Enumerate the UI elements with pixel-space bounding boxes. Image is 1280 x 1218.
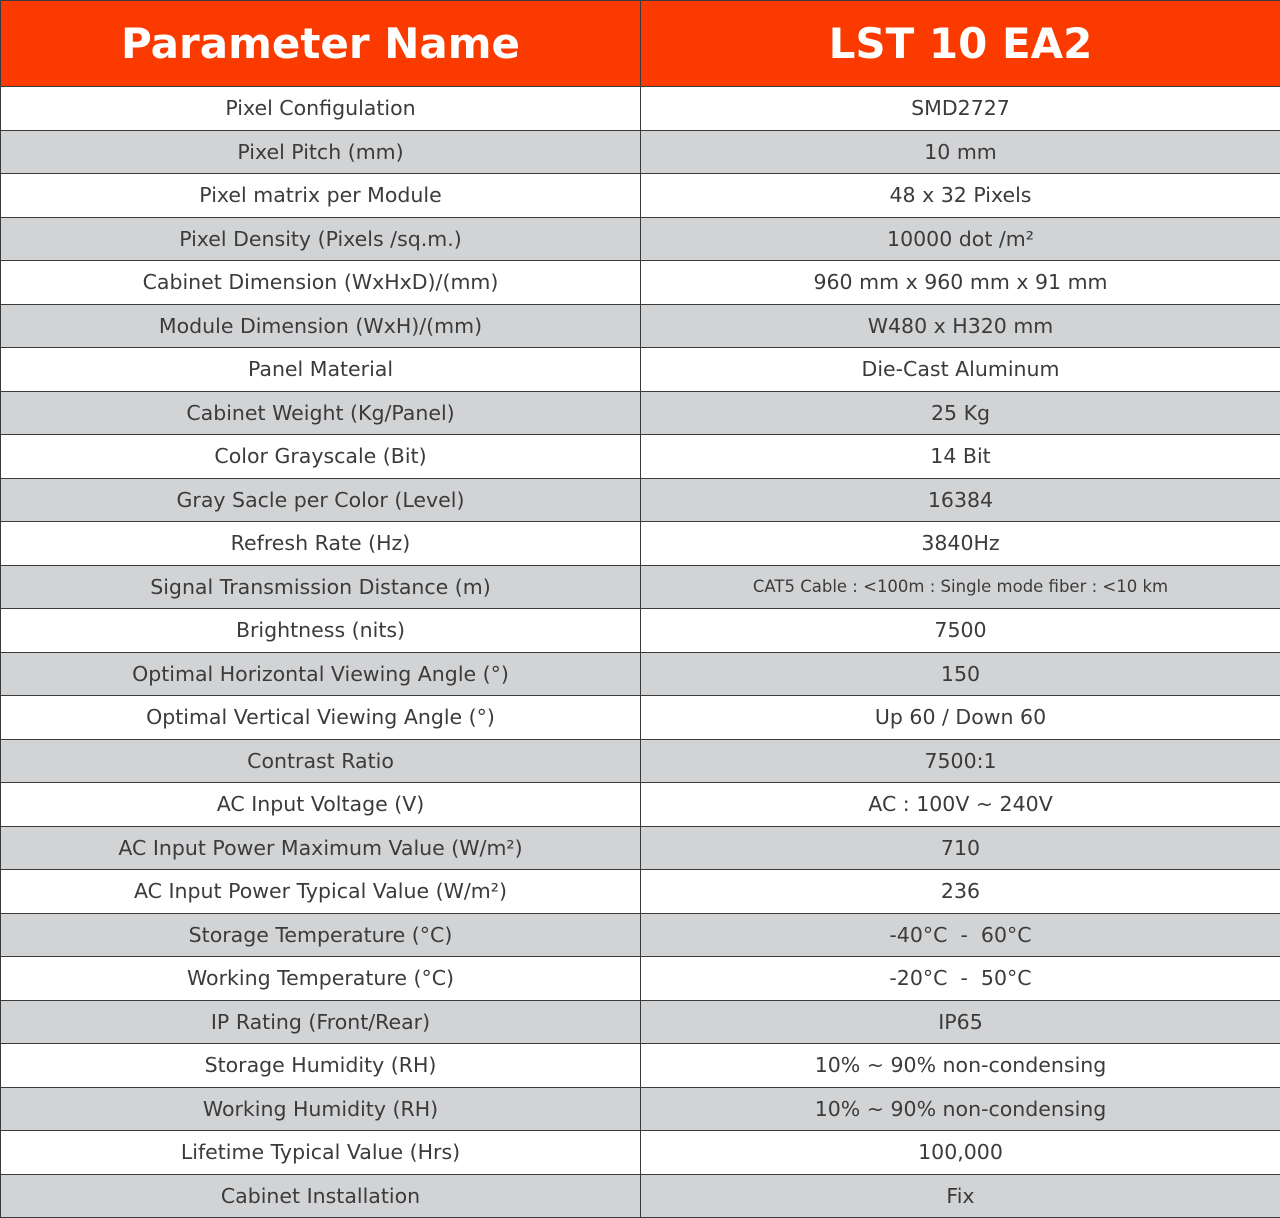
table-row: [1, 565, 1280, 609]
table-row: [1, 1000, 1280, 1044]
param-cell: Optimal Horizontal Viewing Angle (°): [1, 652, 641, 696]
value-cell: 960 mm x 960 mm x 91 mm: [641, 261, 1280, 305]
param-cell: Color Grayscale (Bit): [1, 435, 641, 479]
param-cell: Cabinet Dimension (WxHxD)/(mm): [1, 261, 641, 305]
table-row: [1, 696, 1280, 740]
value-cell: 7500: [641, 609, 1280, 653]
value-cell: W480 x H320 mm: [641, 304, 1280, 348]
param-cell: Cabinet Installation: [1, 1174, 641, 1218]
header-parameter-name: Parameter Name: [1, 1, 641, 87]
value-cell: -40°C - 60°C: [641, 913, 1280, 957]
param-cell: Pixel Density (Pixels /sq.m.): [1, 217, 641, 261]
value-cell: 3840Hz: [641, 522, 1280, 566]
value-cell: 150: [641, 652, 1280, 696]
value-cell: CAT5 Cable : <100m : Single mode fiber : <10 km: [641, 565, 1280, 609]
param-cell: AC Input Power Typical Value (W/m²): [1, 870, 641, 914]
table-row: [1, 348, 1280, 392]
param-cell: AC Input Voltage (V): [1, 783, 641, 827]
table-row: [1, 1131, 1280, 1175]
value-cell: 10% ~ 90% non-condensing: [641, 1087, 1280, 1131]
param-cell: Pixel matrix per Module: [1, 174, 641, 218]
param-cell: Optimal Vertical Viewing Angle (°): [1, 696, 641, 740]
table-row: [1, 522, 1280, 566]
table-row: [1, 304, 1280, 348]
param-cell: Pixel Pitch (mm): [1, 130, 641, 174]
value-cell: 25 Kg: [641, 391, 1280, 435]
value-cell: SMD2727: [641, 87, 1280, 131]
table-row: [1, 739, 1280, 783]
table-row: [1, 913, 1280, 957]
param-cell: Panel Material: [1, 348, 641, 392]
param-cell: Storage Humidity (RH): [1, 1044, 641, 1088]
value-cell: IP65: [641, 1000, 1280, 1044]
table-row: [1, 174, 1280, 218]
value-cell: 10% ~ 90% non-condensing: [641, 1044, 1280, 1088]
value-cell: 7500:1: [641, 739, 1280, 783]
table-row: [1, 783, 1280, 827]
param-cell: Lifetime Typical Value (Hrs): [1, 1131, 641, 1175]
param-cell: Module Dimension (WxH)/(mm): [1, 304, 641, 348]
value-cell: 100,000: [641, 1131, 1280, 1175]
value-cell: -20°C - 50°C: [641, 957, 1280, 1001]
header-model-name: LST 10 EA2: [641, 1, 1280, 87]
value-cell: 16384: [641, 478, 1280, 522]
value-cell: Up 60 / Down 60: [641, 696, 1280, 740]
param-cell: AC Input Power Maximum Value (W/m²): [1, 826, 641, 870]
table-row: [1, 130, 1280, 174]
param-cell: Brightness (nits): [1, 609, 641, 653]
param-cell: Contrast Ratio: [1, 739, 641, 783]
table-row: [1, 609, 1280, 653]
table-row: [1, 1087, 1280, 1131]
value-cell: 10000 dot /m²: [641, 217, 1280, 261]
value-cell: 710: [641, 826, 1280, 870]
param-cell: Signal Transmission Distance (m): [1, 565, 641, 609]
table-row: [1, 478, 1280, 522]
table-row: [1, 435, 1280, 479]
table-row: [1, 87, 1280, 131]
param-cell: Refresh Rate (Hz): [1, 522, 641, 566]
table-row: [1, 261, 1280, 305]
value-cell: AC : 100V ~ 240V: [641, 783, 1280, 827]
table-row: [1, 957, 1280, 1001]
param-cell: Cabinet Weight (Kg/Panel): [1, 391, 641, 435]
param-cell: Gray Sacle per Color (Level): [1, 478, 641, 522]
table-row: [1, 217, 1280, 261]
table-row: [1, 826, 1280, 870]
table-row: [1, 391, 1280, 435]
param-cell: Pixel Configulation: [1, 87, 641, 131]
table-row: [1, 652, 1280, 696]
param-cell: Working Humidity (RH): [1, 1087, 641, 1131]
value-cell: 10 mm: [641, 130, 1280, 174]
value-cell: 48 x 32 Pixels: [641, 174, 1280, 218]
param-cell: IP Rating (Front/Rear): [1, 1000, 641, 1044]
value-cell: Die-Cast Aluminum: [641, 348, 1280, 392]
table-row: [1, 1174, 1280, 1218]
value-cell: 14 Bit: [641, 435, 1280, 479]
param-cell: Storage Temperature (°C): [1, 913, 641, 957]
header-row: [1, 1, 1280, 87]
table-row: [1, 1044, 1280, 1088]
param-cell: Working Temperature (°C): [1, 957, 641, 1001]
table-row: [1, 870, 1280, 914]
value-cell: Fix: [641, 1174, 1280, 1218]
value-cell: 236: [641, 870, 1280, 914]
